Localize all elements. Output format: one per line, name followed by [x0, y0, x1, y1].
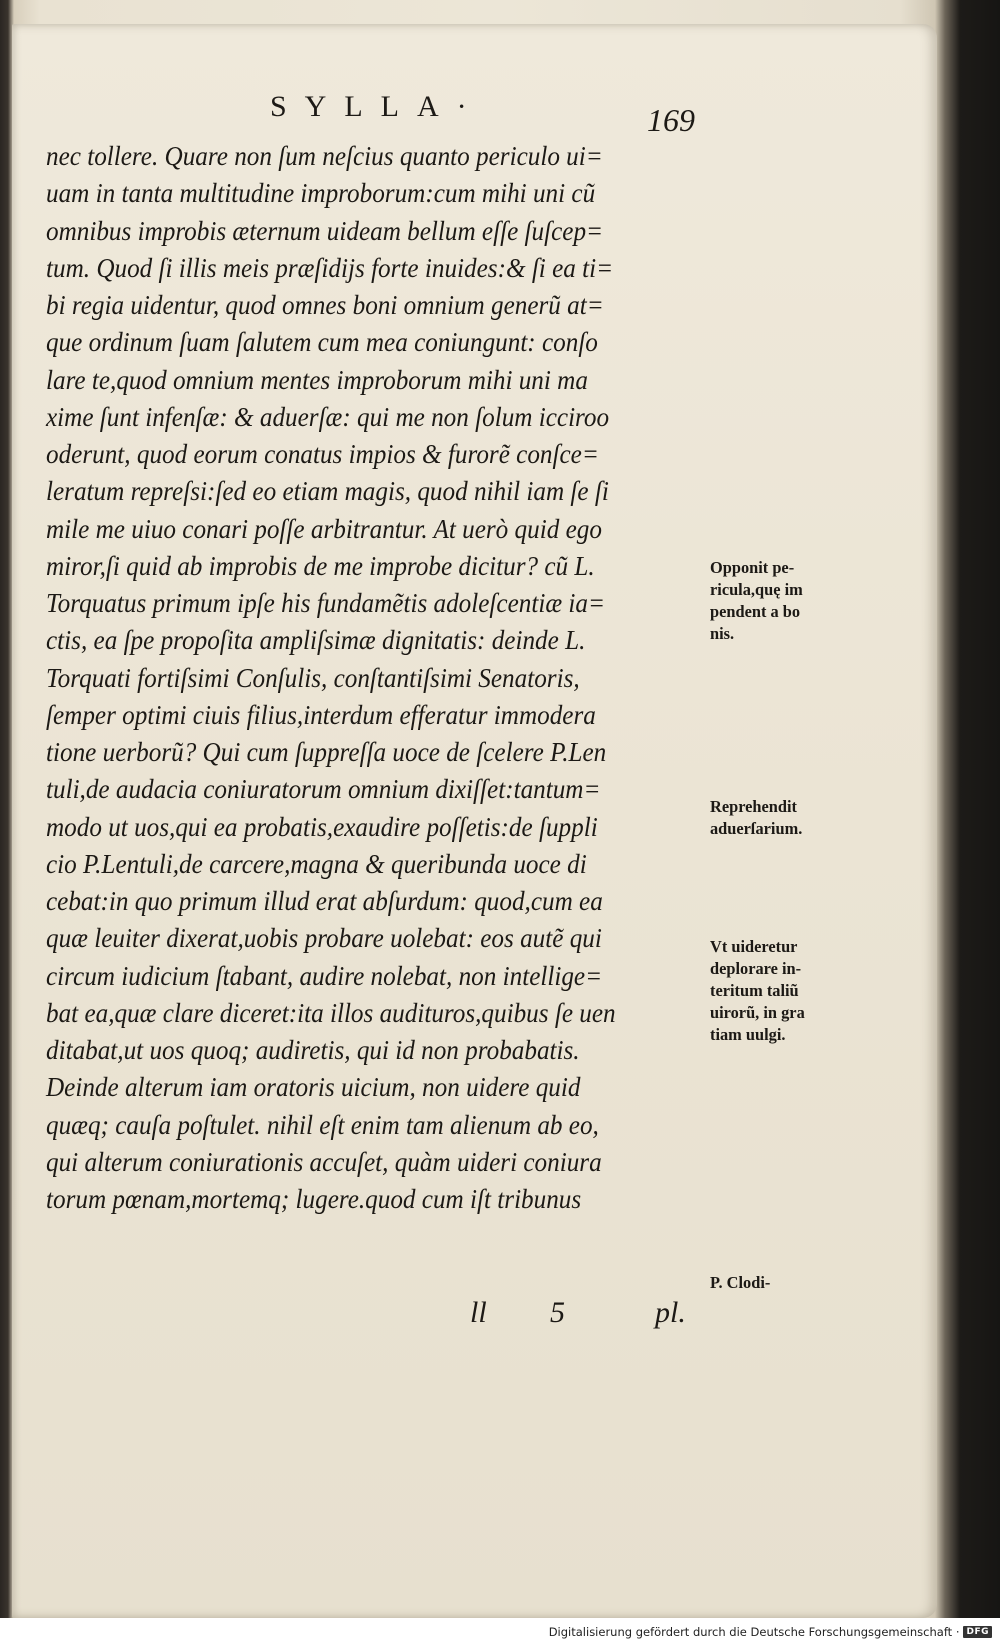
text-line: ſemper optimi ciuis filius,interdum efferatur immodera [46, 699, 596, 730]
marginal-note-line: tiam uulgi. [710, 1025, 786, 1044]
text-line: oderunt, quod eorum conatus impios & furorẽ conſce= [46, 439, 599, 469]
marginal-note-line: P. Clodi- [710, 1273, 771, 1292]
marginal-note-line: Vt uideretur [710, 937, 798, 956]
text-line: tuli,de audacia coniuratorum omnium dixiſſet:tantum= [46, 774, 601, 805]
body-text [46, 138, 706, 1218]
text-line: circum iudicium ſtabant, audire nolebat, non intellige= [46, 960, 603, 991]
signature-mark: pl. [655, 1296, 686, 1329]
running-head: SYLLA· [270, 90, 485, 123]
text-line: mile me uiuo conari poſſe arbitrantur. At uerò quid ego [46, 513, 602, 544]
text-line: bat ea,quæ clare diceret:ita illos audituros,quibus ſe uen [46, 997, 616, 1028]
text-line: miror,ſi quid ab improbis de me improbe dicitur? cũ L. [46, 550, 595, 581]
text-line: cebat:in quo primum illud erat abſurdum: quod,cum ea [46, 886, 603, 916]
digitization-credit [549, 1625, 992, 1639]
text-line: ctis, ea ſpe propoſita ampliſsimæ dignitatis: deinde L. [46, 625, 586, 656]
marginal-note-line: ricula,quę im [710, 580, 803, 599]
marginal-note [710, 936, 845, 1046]
marginal-note-line: pendent a bo [710, 602, 801, 621]
text-line: uam in tanta multitudine improborum:cum mihi uni cũ [46, 178, 596, 209]
text-line: leratum repreſsi:ſed eo etiam magis, quod nihil iam ſe ſi [46, 476, 609, 507]
text-line: que ordinum ſuam ſalutem cum mea coniungunt: conſo [46, 327, 598, 358]
text-line: tione uerborũ? Qui cum ſuppreſſa uoce de ſcelere P.Len [46, 737, 607, 767]
dfg-logo: DFG [963, 1626, 992, 1638]
text-line: tum. Quod ſi illis meis præſidijs forte inuides:& ſi ea ti= [46, 252, 614, 283]
text-line: ditabat,ut uos quoq; audiretis, qui id non probabatis. [46, 1035, 580, 1065]
text-line: Torquati fortiſsimi Conſulis, conſtantiſsimi Senatoris, [46, 662, 580, 693]
text-line: quæq; cauſa poſtulet. nihil eſt enim tam alienum ab eo, [46, 1109, 599, 1140]
text-line: qui alterum coniurationis accuſet, quàm uideri coniura [46, 1146, 602, 1177]
text-line: torum pœnam,mortemq; lugere.quod cum iſt tribunus [46, 1184, 582, 1214]
signature-mark: ll [470, 1296, 487, 1329]
text-line: Deinde alterum iam oratoris uicium, non uidere quid [46, 1072, 581, 1103]
credit-text: Digitalisierung gefördert durch die Deutsche Forschungsgemeinschaft · [548, 1625, 960, 1639]
text-line: omnibus improbis æternum uideam bellum eſſe ſuſcep= [46, 215, 604, 246]
text-line: bi regia uidentur, quod omnes boni omnium generũ at= [46, 290, 604, 320]
signature-mark: 5 [550, 1296, 565, 1329]
text-line: nec tollere. Quare non ſum neſcius quanto periculo ui= [46, 141, 603, 171]
marginal-note [710, 557, 845, 645]
marginal-note-line: nis. [710, 624, 735, 643]
text-line: cio P.Lentuli,de carcere,magna & queribunda uoce di [46, 848, 587, 879]
marginal-note-line: deplorare in- [710, 959, 802, 978]
text-line: modo ut uos,qui ea probatis,exaudire poſſetis:de ſuppli [46, 811, 598, 842]
text-line: Torquatus primum ipſe his fundamẽtis adoleſcentiæ ia= [46, 588, 605, 618]
marginal-note-line: teritum taliũ [710, 981, 799, 1000]
marginal-note-line: Reprehendit [710, 797, 798, 816]
text-line: quæ leuiter dixerat,uobis probare uolebat: eos autẽ qui [46, 923, 602, 954]
text-line: xime ſunt infenſæ: & aduerſæ: qui me non ſolum icciroo [46, 401, 610, 432]
marginal-note-line: uirorũ, in gra [710, 1003, 805, 1022]
marginal-note [710, 796, 845, 840]
text-line: lare te,quod omnium mentes improborum mihi uni ma [46, 364, 588, 395]
marginal-note-line: Opponit pe- [710, 558, 795, 577]
page-number: 169 [647, 102, 695, 138]
marginal-note [710, 1272, 845, 1294]
marginal-note-line: aduerſarium. [710, 819, 803, 838]
